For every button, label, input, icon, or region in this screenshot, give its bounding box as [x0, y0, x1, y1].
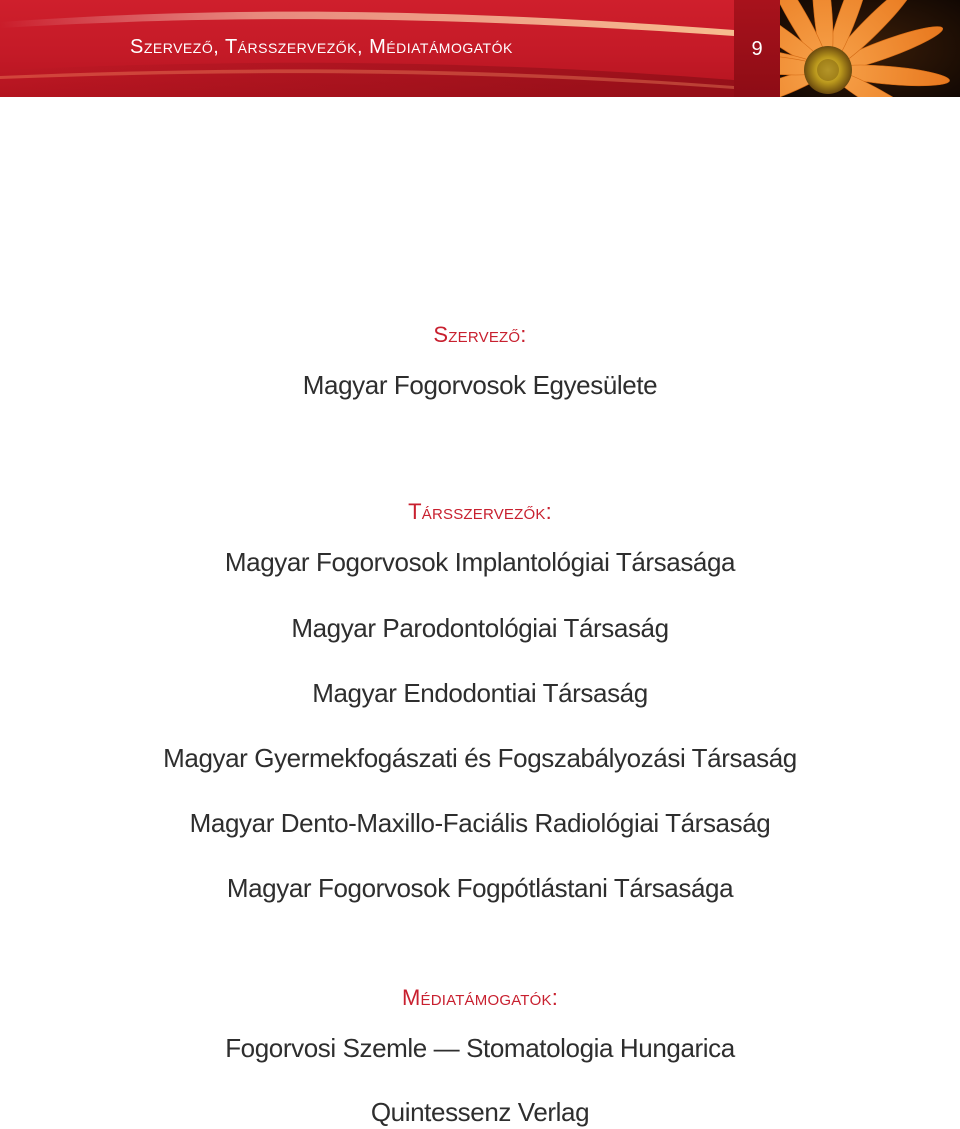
co-organizer-item: Magyar Gyermekfogászati és Fogszabályozási Társaság [163, 743, 797, 773]
page-number: 9 [751, 38, 763, 60]
co-organizers-heading: Társszervezők: [408, 499, 552, 524]
page-header [0, 0, 960, 97]
organizer-heading: Szervező: [433, 322, 527, 347]
flower-image [780, 0, 960, 97]
gerbera-flower-illustration [780, 0, 960, 97]
media-sponsors-heading: Médiatámogatók: [401, 985, 559, 1010]
co-organizer-item: Magyar Fogorvosok Fogpótlástani Társasága [226, 873, 734, 903]
header-title: Szervező, Társszervezők, Médiatámogatók [130, 36, 513, 58]
media-sponsor-item: Fogorvosi Szemle — Stomatologia Hungarica [225, 1033, 735, 1063]
co-organizer-item: Magyar Endodontiai Társaság [312, 678, 648, 708]
co-organizer-item: Magyar Dento-Maxillo-Faciális Radiológiai Társaság [189, 808, 771, 838]
co-organizer-item: Magyar Fogorvosok Implantológiai Társasága [224, 547, 736, 577]
media-sponsor-item: Quintessenz Verlag [370, 1097, 590, 1127]
co-organizer-item: Magyar Parodontológiai Társaság [291, 613, 669, 643]
organizer-item: Magyar Fogorvosok Egyesülete [302, 370, 658, 400]
page-number-box [734, 0, 780, 97]
